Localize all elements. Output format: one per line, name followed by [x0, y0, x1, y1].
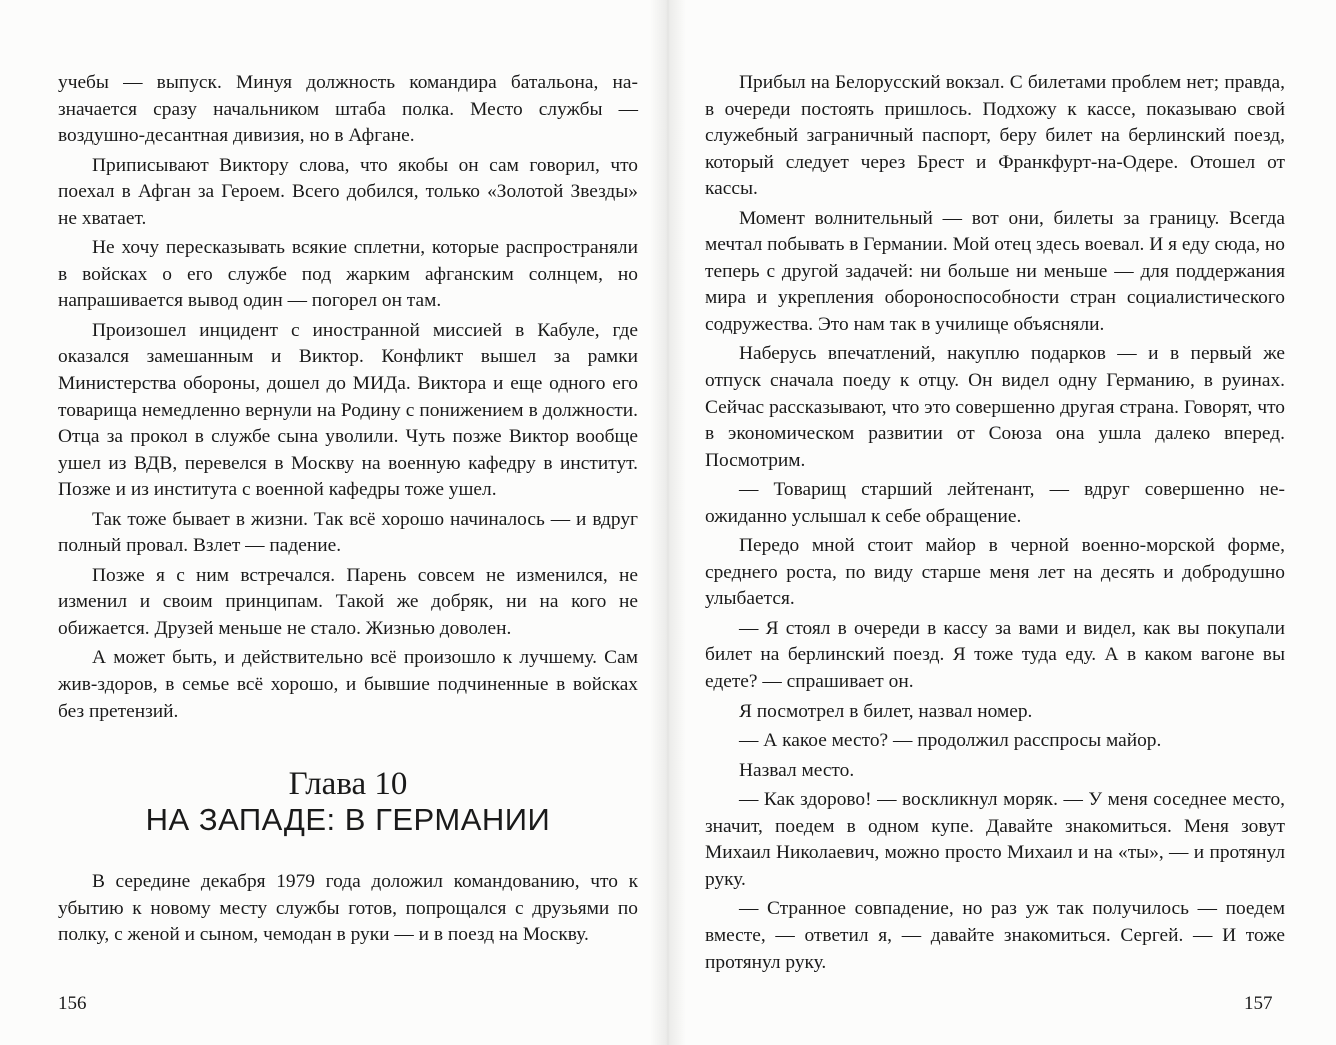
paragraph: Не хочу пересказывать всякие сплетни, которые распространяли в войсках о его службе под жарким афганским солнцем, но напрашивается вывод один — погорел он там. [58, 237, 638, 312]
chapter-number: Глава 10 [288, 766, 408, 803]
paragraph: учебы — выпуск. Минуя должность командира батальона, назначается сразу начальником штаба полка. Место службы — воздушно-десантная дивизия, но в Афгане. [58, 72, 638, 147]
paragraph: Прибыл на Белорусский вокзал. С билетами проблем нет; правда, в очереди постоять пришлось. Подхожу к кассе, показываю свой служебный заграничный паспорт, беру билет на берлинский поезд, который следует через Брест и Франкфурт-на-Одере. Отошел от кассы. [705, 72, 1285, 200]
paragraph: Позже я с ним встречался. Парень совсем не изменился, не изменил и своим принципам. Такой же добряк, ни на кого не обижается. Друзей меньше не стало. Жизнью доволен. [58, 564, 638, 639]
paragraph: — Я стоял в очереди в кассу за вами и видел, как вы покупали билет на берлинский поезд. Я тоже туда еду. А в каком вагоне вы едете? — спрашивает он. [705, 617, 1285, 693]
paragraph: Назвал место. [739, 759, 855, 781]
chapter-title: НА ЗАПАДЕ: В ГЕРМАНИИ [145, 802, 551, 838]
paragraph: — Как здорово! — воскликнул моряк. — У меня соседнее место, значит, поедем в одном купе. Давайте знакомиться. Меня зовут Михаил Николаевич, можно просто Михаил и на «ты», — и протянул руку. [705, 789, 1285, 890]
paragraph: Наберусь впечатлений, накуплю подарков — и в первый же отпуск сначала поеду к отцу. Он видел одну Германию, в руинах. Сейчас рассказывают, что это совершенно другая страна. Говорят, что в экономическом развитии от Союза она ушла далеко вперед. Посмотрим. [705, 343, 1285, 471]
paragraph: Так тоже бывает в жизни. Так всё хорошо начиналось — и вдруг полный провал. Взлет — падение. [58, 508, 638, 557]
right-page [705, 70, 1285, 979]
paragraph: А может быть, и действительно всё произошло к лучшему. Сам жив-здоров, в семье всё хорошо, и бывшие подчиненные в войсках без претензий. [58, 647, 638, 722]
paragraph: В середине декабря 1979 года доложил командованию, что к убытию к новому месту службы готов, попрощался с друзьями по полку, с женой и сыном, чемодан в руки — и в поезд на Москву. [58, 871, 638, 946]
paragraph: Я посмотрел в билет, назвал номер. [739, 700, 1033, 722]
left-page [58, 70, 638, 952]
paragraph: — Странное совпадение, но раз уж так получилось — поедем вместе, — ответил я, — давайте знакомиться. Сергей. — И тоже протянул руку. [705, 898, 1285, 973]
page-number-left: 156 [58, 993, 87, 1014]
book-gutter [650, 0, 686, 1045]
page-number-right: 157 [1244, 993, 1273, 1014]
paragraph: Произошел инцидент с иностранной миссией в Кабуле, где оказался замешанным и Виктор. Конфликт вышел за рамки Министерства обороны, дошел до МИДа. Виктора и еще одного его товарища немедленно вернули на Родину с понижением в должности. Отца за прокол в службе сына уволили. Чуть позже Виктор вообще ушел из ВДВ, перевелся в Москву на военную кафедру в институт. Позже и из института с военной кафедры тоже ушел. [58, 319, 638, 501]
chapter-heading [58, 767, 638, 839]
paragraph: Момент волнительный — вот они, билеты за границу. Всегда мечтал побывать в Германии. Мой отец здесь воевал. И я еду сюда, но теперь с другой задачей: ни больше ни меньше — для поддержания мира и укрепления обороноспособности стран социалистического содружества. Это нам так в училище объясняли. [705, 207, 1285, 335]
paragraph: — А какое место? — продолжил расспросы майор. [739, 730, 1162, 752]
paragraph: — Товарищ старший лейтенант, — вдруг совершенно неожиданно услышал к себе обращение. [705, 479, 1285, 527]
paragraph: Передо мной стоит майор в черной военно-морской форме, среднего роста, по виду старше меня лет на десять и добродушно улыбается. [705, 535, 1285, 610]
paragraph: Приписывают Виктору слова, что якобы он сам говорил, что поехал в Афган за Героем. Всего добился, только «Золотой Звезды» не хватает. [58, 154, 638, 229]
